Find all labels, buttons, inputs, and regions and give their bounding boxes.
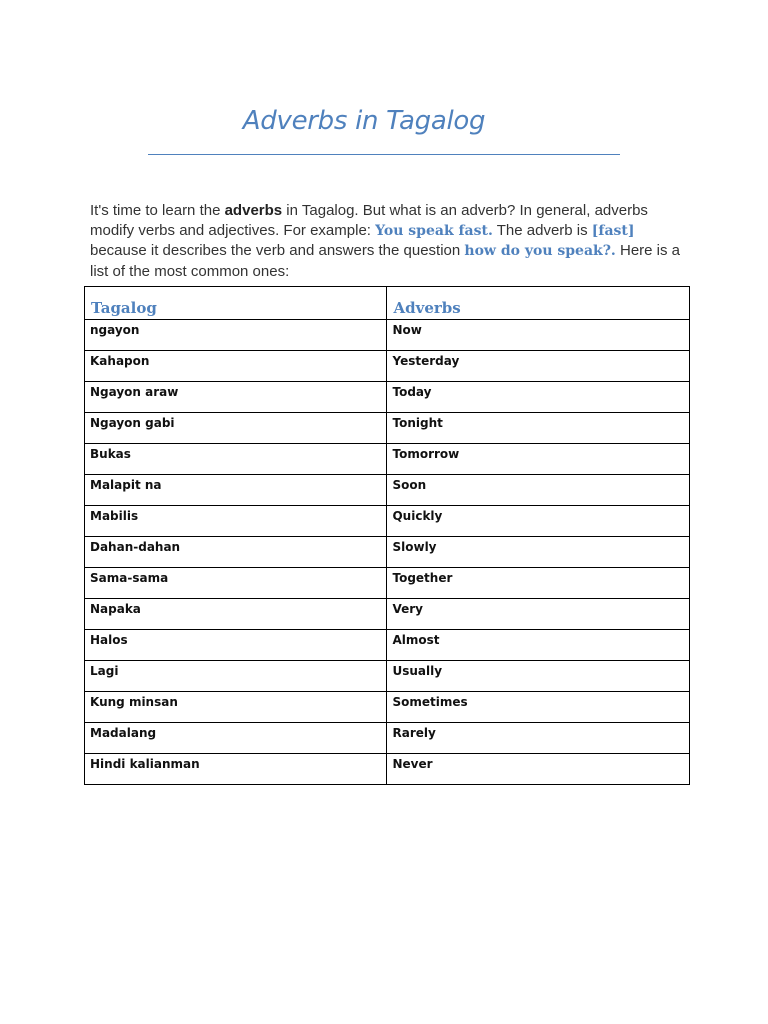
adverbs-table xyxy=(84,286,690,785)
tagalog-word: Sama-sama xyxy=(90,571,169,585)
tagalog-word: Kahapon xyxy=(90,354,150,368)
intro-text-3: The adverb is xyxy=(492,221,592,239)
adverb-cell xyxy=(387,661,690,692)
tagalog-word: Napaka xyxy=(90,602,141,616)
adverb-word: Almost xyxy=(392,633,440,647)
intro-text-4: because it describes the verb and answers the question xyxy=(90,242,465,259)
tagalog-cell xyxy=(85,754,387,785)
tagalog-cell xyxy=(85,506,387,537)
adverb-cell xyxy=(387,754,690,785)
table-row xyxy=(85,661,690,692)
tagalog-word: Halos xyxy=(90,633,128,647)
adverb-word: Now xyxy=(392,323,422,337)
tagalog-cell xyxy=(85,444,387,475)
tagalog-cell xyxy=(85,568,387,599)
tagalog-word: Bukas xyxy=(90,447,131,461)
table-row xyxy=(85,320,690,351)
table-row xyxy=(85,506,690,537)
tagalog-word: Lagi xyxy=(90,664,119,678)
tagalog-cell xyxy=(85,413,387,444)
adverb-cell xyxy=(387,692,690,723)
adverb-cell xyxy=(387,351,690,382)
adverb-cell xyxy=(387,630,690,661)
tagalog-word: ngayon xyxy=(90,323,140,337)
tagalog-cell xyxy=(85,351,387,382)
table-body xyxy=(85,320,690,785)
adverb-word: Yesterday xyxy=(392,354,460,368)
intro-question: how do you speak?. xyxy=(464,243,616,259)
table-row xyxy=(85,692,690,723)
intro-bold-adverbs: adverbs xyxy=(224,202,283,219)
table-header-row xyxy=(85,287,690,320)
adverb-word: Slowly xyxy=(392,540,437,554)
intro-text-5: Here is a list of the most common ones: xyxy=(90,242,681,280)
intro-highlight: [fast] xyxy=(591,222,635,239)
table-row xyxy=(85,444,690,475)
tagalog-word: Mabilis xyxy=(90,509,139,523)
adverb-word: Soon xyxy=(392,478,427,492)
adverb-cell xyxy=(387,723,690,754)
adverb-word: Usually xyxy=(392,664,443,678)
tagalog-cell xyxy=(85,537,387,568)
intro-paragraph xyxy=(90,201,690,281)
intro-example: You speak fast. xyxy=(375,222,493,239)
adverb-word: Never xyxy=(392,757,433,771)
tagalog-word: Kung minsan xyxy=(90,695,178,709)
table-row xyxy=(85,537,690,568)
adverb-cell xyxy=(387,599,690,630)
table-row xyxy=(85,568,690,599)
tagalog-cell xyxy=(85,320,387,351)
adverb-cell xyxy=(387,413,690,444)
header-adverbs: Adverbs xyxy=(387,287,690,320)
tagalog-cell xyxy=(85,661,387,692)
adverb-cell xyxy=(387,506,690,537)
table-row xyxy=(85,475,690,506)
table-row xyxy=(85,382,690,413)
tagalog-word: Ngayon araw xyxy=(90,385,179,399)
adverb-word: Tomorrow xyxy=(392,447,460,461)
tagalog-word: Dahan-dahan xyxy=(90,540,181,554)
intro-text-1: It's time to learn the xyxy=(90,202,225,219)
tagalog-cell xyxy=(85,475,387,506)
table-row xyxy=(85,754,690,785)
tagalog-cell xyxy=(85,630,387,661)
intro-text-2: in Tagalog. But what is an adverb? In general, adverbs modify verbs and adjectives. For example: xyxy=(90,202,648,239)
adverb-word: Sometimes xyxy=(392,695,468,709)
tagalog-cell xyxy=(85,382,387,413)
adverb-word: Tonight xyxy=(392,416,443,430)
adverb-cell xyxy=(387,537,690,568)
tagalog-word: Madalang xyxy=(90,726,157,740)
table-row xyxy=(85,599,690,630)
header-tagalog: Tagalog xyxy=(85,287,387,320)
adverb-word: Very xyxy=(392,602,423,616)
adverb-cell xyxy=(387,568,690,599)
adverb-cell xyxy=(387,475,690,506)
tagalog-cell xyxy=(85,599,387,630)
adverb-word: Together xyxy=(392,571,453,585)
adverb-cell xyxy=(387,382,690,413)
adverb-cell xyxy=(387,320,690,351)
table-row xyxy=(85,630,690,661)
table-row xyxy=(85,723,690,754)
page-title: Adverbs in Tagalog xyxy=(242,106,486,136)
adverb-word: Rarely xyxy=(392,726,436,740)
adverb-cell xyxy=(387,444,690,475)
table-row xyxy=(85,351,690,382)
adverb-word: Quickly xyxy=(392,509,443,523)
tagalog-cell xyxy=(85,723,387,754)
title-underline xyxy=(148,154,620,155)
table-row xyxy=(85,413,690,444)
tagalog-cell xyxy=(85,692,387,723)
tagalog-word: Hindi kalianman xyxy=(90,757,200,771)
tagalog-word: Ngayon gabi xyxy=(90,416,175,430)
adverb-word: Today xyxy=(392,385,432,399)
tagalog-word: Malapit na xyxy=(90,478,162,492)
